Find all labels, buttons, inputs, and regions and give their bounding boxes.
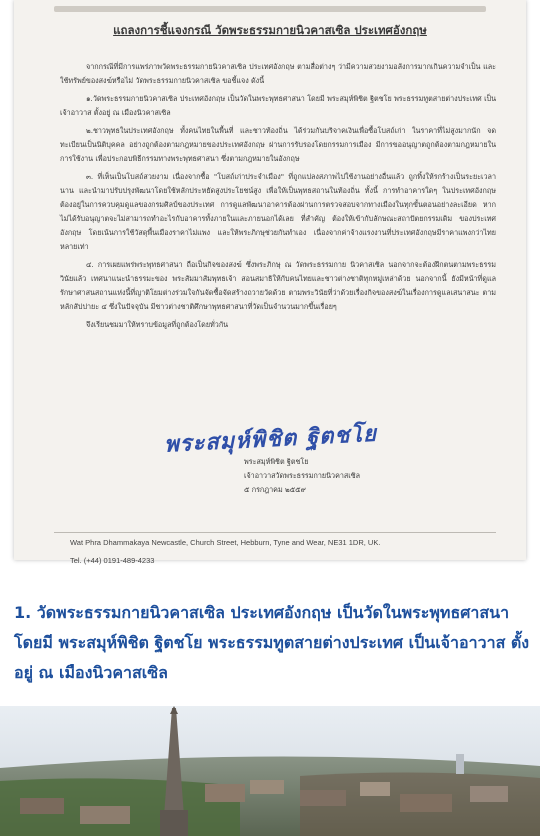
letter-paragraph-2: ๒.ชาวพุทธในประเทศอังกฤษ ทั้งคนไทยในพื้นที่ และชาวท้องถิ่น ได้ร่วมกันบริจาคเงินเพื่อซื้อโบสถ์เก่า ในราคาที่ไม่สูงมากนัก จดทะเบียนเป็นนิติบุคคล อย่างถูกต้องตามกฎหมายของประเทศอังกฤษ ผ่านการรับรองโดยกรรมการเมือง มีการขออนุญาตถูกต้องตามกฎหมายในการใช้งาน เพื่อประกอบพิธีกรรมทางพระพุทธศาสนา ซึ่งตามกฎหมายในอังกฤษ xyxy=(60,126,496,163)
caption-text: 1. วัดพระธรรมกายนิวคาสเซิล ประเทศอังกฤษ เป็นวัดในพระพุทธศาสนา โดยมี พระสมุห์พิชิต ฐิตชโย พระธรรมทูตสายต่างประเทศ เป็นเจ้าอาวาส ตั้งอยู่ ณ เมืองนิวคาสเซิล xyxy=(14,603,530,682)
footer-divider xyxy=(54,532,496,533)
aerial-photo-illustration xyxy=(0,706,540,836)
letter-paragraph-1: ๑.วัดพระธรรมกายนิวคาสเซิล ประเทศอังกฤษ เป็นวัดในพระพุทธศาสนา โดยมี พระสมุห์พิชิต ฐิตชโย พระธรรมทูตสายต่างประเทศ เป็นเจ้าอาวาส ตั้งอยู่ ณ เมืองนิวคาสเซิล xyxy=(60,94,496,117)
signature-block xyxy=(164,420,424,497)
letter-paragraph-4: ๔. การเผยแพร่พระพุทธศาสนา ถือเป็นกิจของสงฆ์ ซึ่งพระภิกษุ ณ วัดพระธรรมกาย นิวคาสเซิล นอกจากจะต้องฝึกตนตามพระธรรมวินัยแล้ว เทศนาแนะนำธรรมะของ พระสัมมาสัมพุทธเจ้า สอนสมาธิให้กับคนไทยและชาวต่างชาติทุกหมู่เหล่าด้วย นอกจากนี้ ยังมีหน้าที่ดูแลรักษาศาสนสถานแห่งนี้ที่ญาติโยมต่างร่วมใจกันจัดซื้อจัดสร้างถวายวัดด้วย ตามพระวินัยที่ว่าด้วยเรื่องกิจของสงฆ์ในเรื่องการดูแลเสนาสนะ ตามหลักสัปปายะ ๔ ซึ่งในปัจจุบัน มีชาวต่างชาติศึกษาพุทธศาสนาที่วัดเป็นจำนวนมากขึ้นเรื่อยๆ xyxy=(60,260,496,311)
temple-address: Wat Phra Dhammakaya Newcastle, Church Street, Hebburn, Tyne and Wear, NE31 1DR, UK. xyxy=(70,538,381,547)
handwritten-signature: พระสมุห์พิชิต ฐิตชโย xyxy=(163,420,378,458)
letter-body xyxy=(60,60,496,336)
letter-document xyxy=(14,0,526,565)
letter-paragraph-3: ๓. ที่เห็นเป็นโบสถ์สวยงาม เนื่องจากซื้อ "โบสถ์เก่าประจำเมือง" ที่ถูกแปลงสภาพไปใช้งานอย่างอื่นแล้ว ถูกทิ้งให้รกร้างเป็นระยะเวลานาน และนำมาปรับปรุงพัฒนาโดยใช้หลักประหยัดสูงประโยชน์สูง เพื่อให้เป็นพุทธสถานในท้องถิ่น ทั้งนี้ การทำอาคารใดๆ ในประเทศอังกฤษ ต้องอยู่ในการควบคุมดูแลของกรมศิลป์ของประเทศ การดูแลพัฒนาอาคารต้องผ่านการตรวจสอบจากทางเมืองในทุกขั้นตอนอย่างละเอียด หากไม่ได้รับอนุญาตจะไม่สามารถทำอะไรกับอาคารทั้งภายในและภายนอกได้เลย ที่สำคัญ ต้องให้เข้ากับลักษณะสถาปัตยกรรมเดิม ของประเทศอังกฤษ โดยเน้นการใช้วัสดุพื้นเมืองราคาไม่แพง และให้พระภิกษุช่วยกันทำเอง เนื่องจากค่าจ้างแรงงานที่ประเทศอังกฤษมีราคาแพงกว่าไทยหลายเท่า xyxy=(60,172,496,251)
letter-date: ๕ กรกฎาคม ๒๕๕๙ xyxy=(244,485,306,494)
letter-closing: จึงเรียนชมมาให้ทราบข้อมูลที่ถูกต้องโดยทั่วกัน xyxy=(86,320,229,329)
letter-title: แถลงการชี้แจงกรณี วัดพระธรรมกายนิวคาสเซิล ประเทศอังกฤษ xyxy=(113,23,427,37)
letter-paragraph-intro: จากกรณีที่มีการแพร่ภาพวัดพระธรรมกายนิวคาสเซิล ประเทศอังกฤษ ตามสื่อต่างๆ ว่ามีความสวยงามอลังการมากเกินความจำเป็น และใช้ทรัพย์ของสงฆ์หรือไม่ วัดพระธรรมกายนิวคาสเซิล ขอชี้แจง ดังนี้ xyxy=(60,62,496,85)
signer-name: พระสมุห์พิชิต ฐิตชโย xyxy=(244,457,309,466)
cropped-header-line xyxy=(54,6,486,12)
temple-phone: Tel. (+44) 0191-489-4233 xyxy=(70,556,155,565)
signer-title: เจ้าอาวาสวัดพระธรรมกายนิวคาสเซิล xyxy=(244,471,361,480)
aerial-photo xyxy=(0,706,540,836)
